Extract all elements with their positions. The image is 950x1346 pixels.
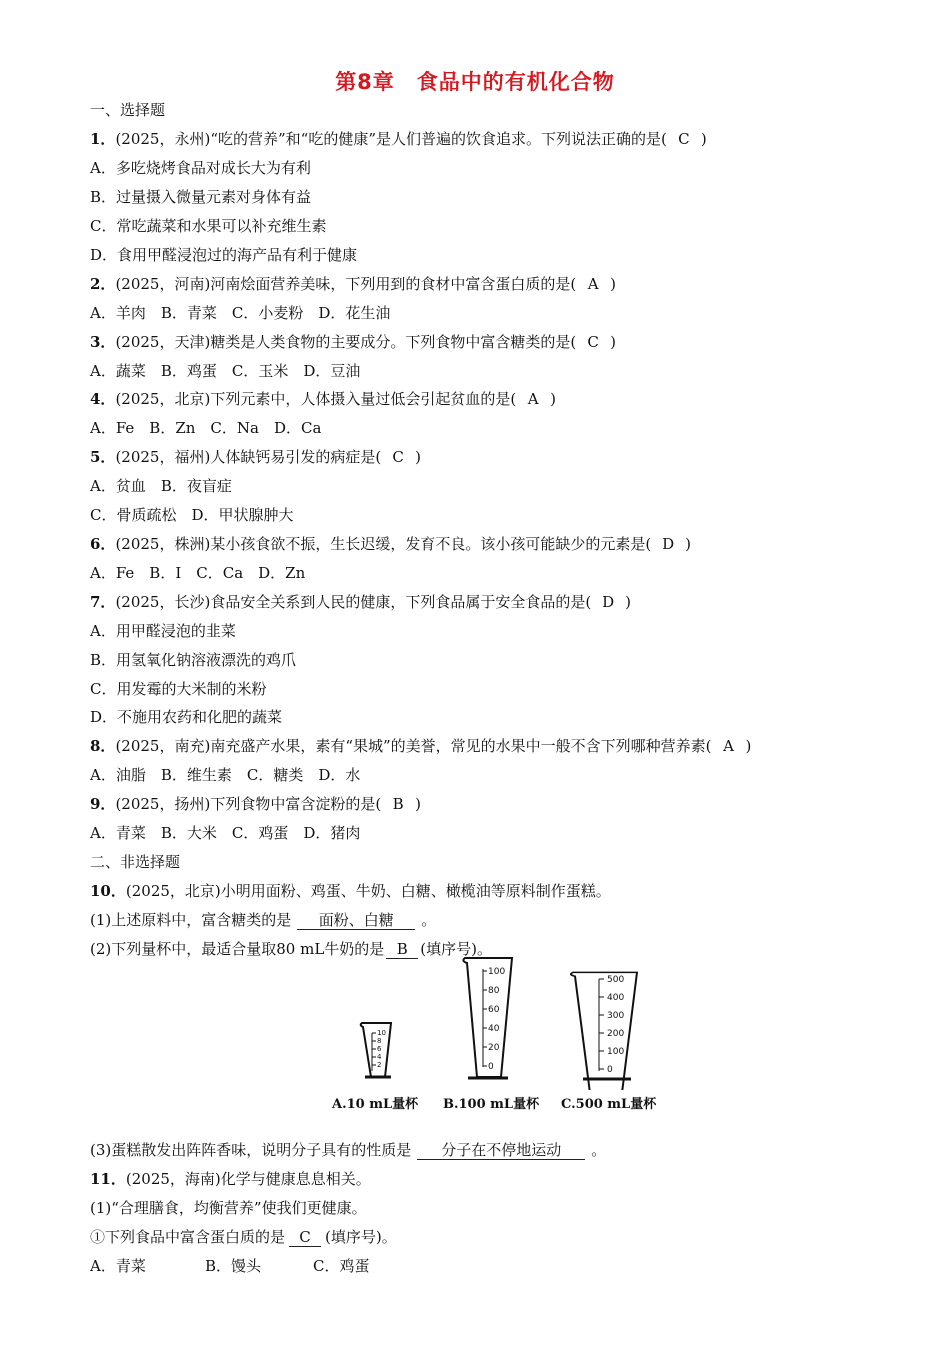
answer-blank: 面粉、白糖	[297, 911, 415, 930]
question-11-options	[90, 1256, 369, 1276]
tick-label: 0	[488, 1062, 494, 1072]
question-number: 7．	[90, 593, 116, 611]
question-number: 3．	[90, 333, 116, 351]
option-line: A．贫血 B．夜盲症	[90, 477, 232, 495]
measuring-cups-figure	[325, 955, 665, 1120]
answer: A	[587, 275, 599, 293]
option-line: B．过量摄入微量元素对身体有益	[90, 188, 312, 206]
answer: C	[392, 448, 404, 466]
option-line: A．羊肉 B．青菜 C．小麦粉 D．花生油	[90, 304, 391, 322]
tick-label: 100	[607, 1047, 625, 1057]
option-line: A．Fe B．I C．Ca D．Zn	[90, 564, 306, 582]
question-3: 3．(2025，天津)糖类是人类食物的主要成分。下列食物中富含糖类的是( C )	[90, 333, 617, 351]
question-number: 6．	[90, 535, 116, 553]
answer: D	[602, 593, 615, 611]
option-line: D．食用甲醛浸泡过的海产品有利于健康	[90, 246, 358, 264]
tick-label: 300	[607, 1011, 625, 1021]
question-number: 10．	[90, 882, 126, 900]
tick-label: 6	[377, 1045, 382, 1053]
question-8: 8．(2025，南充)南充盛产水果，素有“果城”的美誉，常见的水果中一般不含下列哪种营养素( A )	[90, 737, 752, 755]
option: C．鸡蛋	[313, 1257, 370, 1275]
question-text: (2025，北京)小明用面粉、鸡蛋、牛奶、白糖、橄榄油等原料制作蛋糕。	[125, 882, 611, 900]
section-heading-choice: 一、选择题	[90, 101, 166, 119]
question-number: 11．	[90, 1170, 126, 1188]
tick-label: 400	[607, 993, 625, 1003]
question-5: 5．(2025，福州)人体缺钙易引发的病症是( C )	[90, 448, 422, 466]
answer: C	[587, 333, 599, 351]
question-text: (2025，长沙)食品安全关系到人民的健康，下列食品属于安全食品的是(	[115, 593, 592, 611]
question-number: 4．	[90, 390, 116, 408]
tick-label: 80	[488, 986, 500, 996]
answer-blank: 分子在不停地运动	[417, 1141, 585, 1160]
option-line: A．用甲醛浸泡的韭菜	[90, 622, 236, 640]
answer: A	[723, 737, 734, 755]
option-line: C．用发霉的大米制的米粉	[90, 680, 267, 698]
tick-label: 500	[607, 975, 625, 985]
question-11	[90, 1169, 371, 1189]
question-number: 1．	[90, 130, 116, 148]
question-10-part-2: (2)下列量杯中，最适合量取80 mL牛奶的是 B (填序号)。	[90, 940, 493, 958]
answer: D	[662, 535, 675, 553]
question-text: (2025，天津)糖类是人类食物的主要成分。下列食物中富含糖类的是(	[115, 333, 577, 351]
tick-label: 8	[377, 1037, 382, 1045]
caption-cup-b: B.100 mL量杯	[443, 1097, 540, 1112]
tick-label: 40	[488, 1024, 500, 1034]
option: B．馒头	[205, 1257, 262, 1275]
question-number: 2．	[90, 275, 116, 293]
question-1: 1．(2025，永州)“吃的营养”和“吃的健康”是人们普遍的饮食追求。下列说法正确的是( C )	[90, 130, 707, 148]
question-11-part-1a: ①下列食品中富含蛋白质的是 C (填序号)。	[90, 1228, 397, 1246]
question-text: (2025，永州)“吃的营养”和“吃的健康”是人们普遍的饮食追求。下列说法正确的是(	[115, 130, 667, 148]
question-10-part-3: (3)蛋糕散发出阵阵香味，说明分子具有的性质是 分子在不停地运动 。	[90, 1141, 607, 1159]
page-title: 第8章 食品中的有机化合物	[335, 70, 615, 94]
option-line: A．青菜 B．大米 C．鸡蛋 D．猪肉	[90, 824, 361, 842]
option-line: D．不施用农药和化肥的蔬菜	[90, 708, 283, 726]
question-text: (2025，河南)河南烩面营养美味，下列用到的食材中富含蛋白质的是(	[115, 275, 577, 293]
tick-label: 4	[377, 1053, 382, 1061]
question-text: (2025，扬州)下列食物中富含淀粉的是(	[115, 795, 382, 813]
question-text: (2025，福州)人体缺钙易引发的病症是(	[115, 448, 382, 466]
answer: C	[678, 130, 690, 148]
question-7: 7．(2025，长沙)食品安全关系到人民的健康，下列食品属于安全食品的是( D )	[90, 593, 632, 611]
question-10-part-1: (1)上述原料中，富含糖类的是 面粉、白糖 。	[90, 911, 437, 929]
question-number: 5．	[90, 448, 116, 466]
caption-cup-c: C.500 mL量杯	[561, 1097, 657, 1112]
tick-label: 200	[607, 1029, 625, 1039]
tick-label: 60	[488, 1005, 500, 1015]
option-line: A．多吃烧烤食品对成长大为有利	[90, 159, 311, 177]
question-text: (2025，株洲)某小孩食欲不振，生长迟缓，发育不良。该小孩可能缺少的元素是(	[115, 535, 652, 553]
option-line: A．蔬菜 B．鸡蛋 C．玉米 D．豆油	[90, 362, 361, 380]
option-line: C．骨质疏松 D．甲状腺肿大	[90, 506, 294, 524]
question-9: 9．(2025，扬州)下列食物中富含淀粉的是( B )	[90, 795, 422, 813]
cup-a-icon	[361, 1023, 391, 1077]
section-heading-nonchoice: 二、非选择题	[90, 853, 181, 871]
tick-label: 2	[377, 1061, 382, 1069]
question-4: 4．(2025，北京)下列元素中，人体摄入量过低会引起贫血的是( A )	[90, 390, 557, 408]
option-line: A．Fe B．Zn C．Na D．Ca	[90, 419, 322, 437]
question-number: 9．	[90, 795, 116, 813]
answer-blank: C	[289, 1228, 321, 1247]
option-line: A．油脂 B．维生素 C．糖类 D．水	[90, 766, 361, 784]
question-text: (2025，北京)下列元素中，人体摄入量过低会引起贫血的是(	[115, 390, 517, 408]
tick-label: 10	[377, 1029, 386, 1037]
option: A．青菜	[90, 1257, 146, 1275]
caption-cup-a: A.10 mL量杯	[332, 1097, 419, 1112]
cup-c-icon	[571, 972, 637, 1090]
option-line: C．常吃蔬菜和水果可以补充维生素	[90, 217, 327, 235]
tick-label: 100	[488, 967, 506, 977]
question-10	[90, 881, 611, 901]
option-line: B．用氢氧化钠溶液漂洗的鸡爪	[90, 651, 297, 669]
question-6: 6．(2025，株洲)某小孩食欲不振，生长迟缓，发育不良。该小孩可能缺少的元素是( D )	[90, 535, 692, 553]
question-text: (2025，海南)化学与健康息息相关。	[125, 1170, 371, 1188]
answer: B	[392, 795, 404, 813]
question-text: (2025，南充)南充盛产水果，素有“果城”的美誉，常见的水果中一般不含下列哪种营养素(	[115, 737, 712, 755]
answer-blank: B	[386, 940, 418, 959]
measuring-cups-drawing	[325, 955, 665, 1090]
tick-label: 0	[607, 1065, 613, 1075]
question-11-part-1: (1)“合理膳食，均衡营养”使我们更健康。	[90, 1199, 367, 1217]
answer: A	[527, 390, 539, 408]
question-number: 8．	[90, 737, 116, 755]
tick-label: 20	[488, 1043, 500, 1053]
question-2: 2．(2025，河南)河南烩面营养美味，下列用到的食材中富含蛋白质的是( A )	[90, 275, 617, 293]
